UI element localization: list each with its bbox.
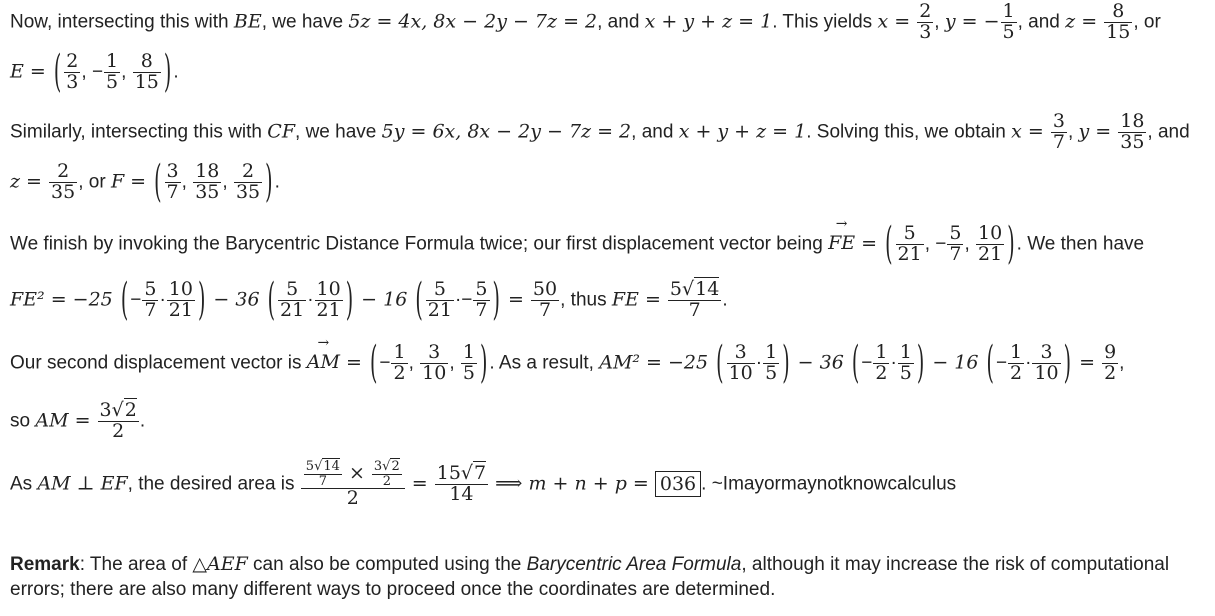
paragraph-4-line-1: Our second displacement vector is → AM = ( − $\frac{1}{2}$ , $\frac{3}{10}$ , $\frac{1}{5}$ ) . As a result, AM² = −25 ( $\frac{3}{10}$ · $\frac{1}{5}$ ) − 36 ( − $\frac{1}{2}$ · $\frac{1}{5}$ ) − 16 ( − $\frac{1}{2}$ · $\frac{3}{10}$ ) = $\frac{9}{2}$ , (10, 343, 1124, 384)
paragraph-1-line-2: E = ( $\frac{2}{3}$ , − $\frac{1}{5}$ , $\frac{8}{15}$ ) . (10, 47, 179, 98)
paragraph-2-line-1: Similarly, intersecting this with CF, we have 5y = 6x, 8x − 2y − 7z = 2, and x + y + z = 1. Solving this, we obtain x = $\frac{3}{7}$ , y = $\frac{18}{35}$ , and (10, 110, 1190, 153)
remark-line-1: Remark: The area of △AEF can also be computed using the Barycentric Area Formula, although it may increase the risk of computational (10, 553, 1170, 575)
paragraph-3-line-1: We finish by invoking the Barycentric Distance Formula twice; our first displacement vector being → FE = ( $\frac{5}{21}$ , − $\frac{5}{7}$ , $\frac{10}{21}$ ) . We then have (10, 224, 1144, 265)
paragraph-5: As AM ⊥ EF, the desired area is $\frac{5√14}{7}$ × $\frac{3√2}{2}$ 2 = $\frac{15√7}{14}$ ⟹ m + n + p = 036 . ~Imayormaynotknowcalculus (10, 459, 957, 510)
paragraph-1-line-1: Now, intersecting this with BE, we have 5z = 4x, 8x − 2y − 7z = 2, and x + y + z = 1. This yields x = $\frac{2}{3}$ , y = − $\frac{1}{5}$ , and z = $\frac{8}{15}$ , or (10, 0, 1161, 43)
remark-label: Remark (10, 554, 80, 575)
paragraph-4-line-2: so AM = $\frac{3√2}{2}$ . (10, 399, 146, 442)
paragraph-3-line-2: FE² = −25 ( − $\frac{5}{7}$ · $\frac{10}{21}$ ) − 36 ( $\frac{5}{21}$ · $\frac{10}{21}$ ) − 16 ( $\frac{5}{21}$ ·− $\frac{5}{7}$ ) = $\frac{50}{7}$ , thus FE = $\frac{5√14}{7}$ . (10, 275, 728, 326)
paragraph-2-line-2: z = $\frac{2}{35}$ , or F = ( $\frac{3}{7}$ , $\frac{18}{35}$ , $\frac{2}{35}$ ) . (10, 157, 280, 208)
remark-line-2: errors; there are also many different ways to proceed once the coordinates are determined. (10, 579, 776, 600)
answer-box: 036 (655, 471, 701, 497)
